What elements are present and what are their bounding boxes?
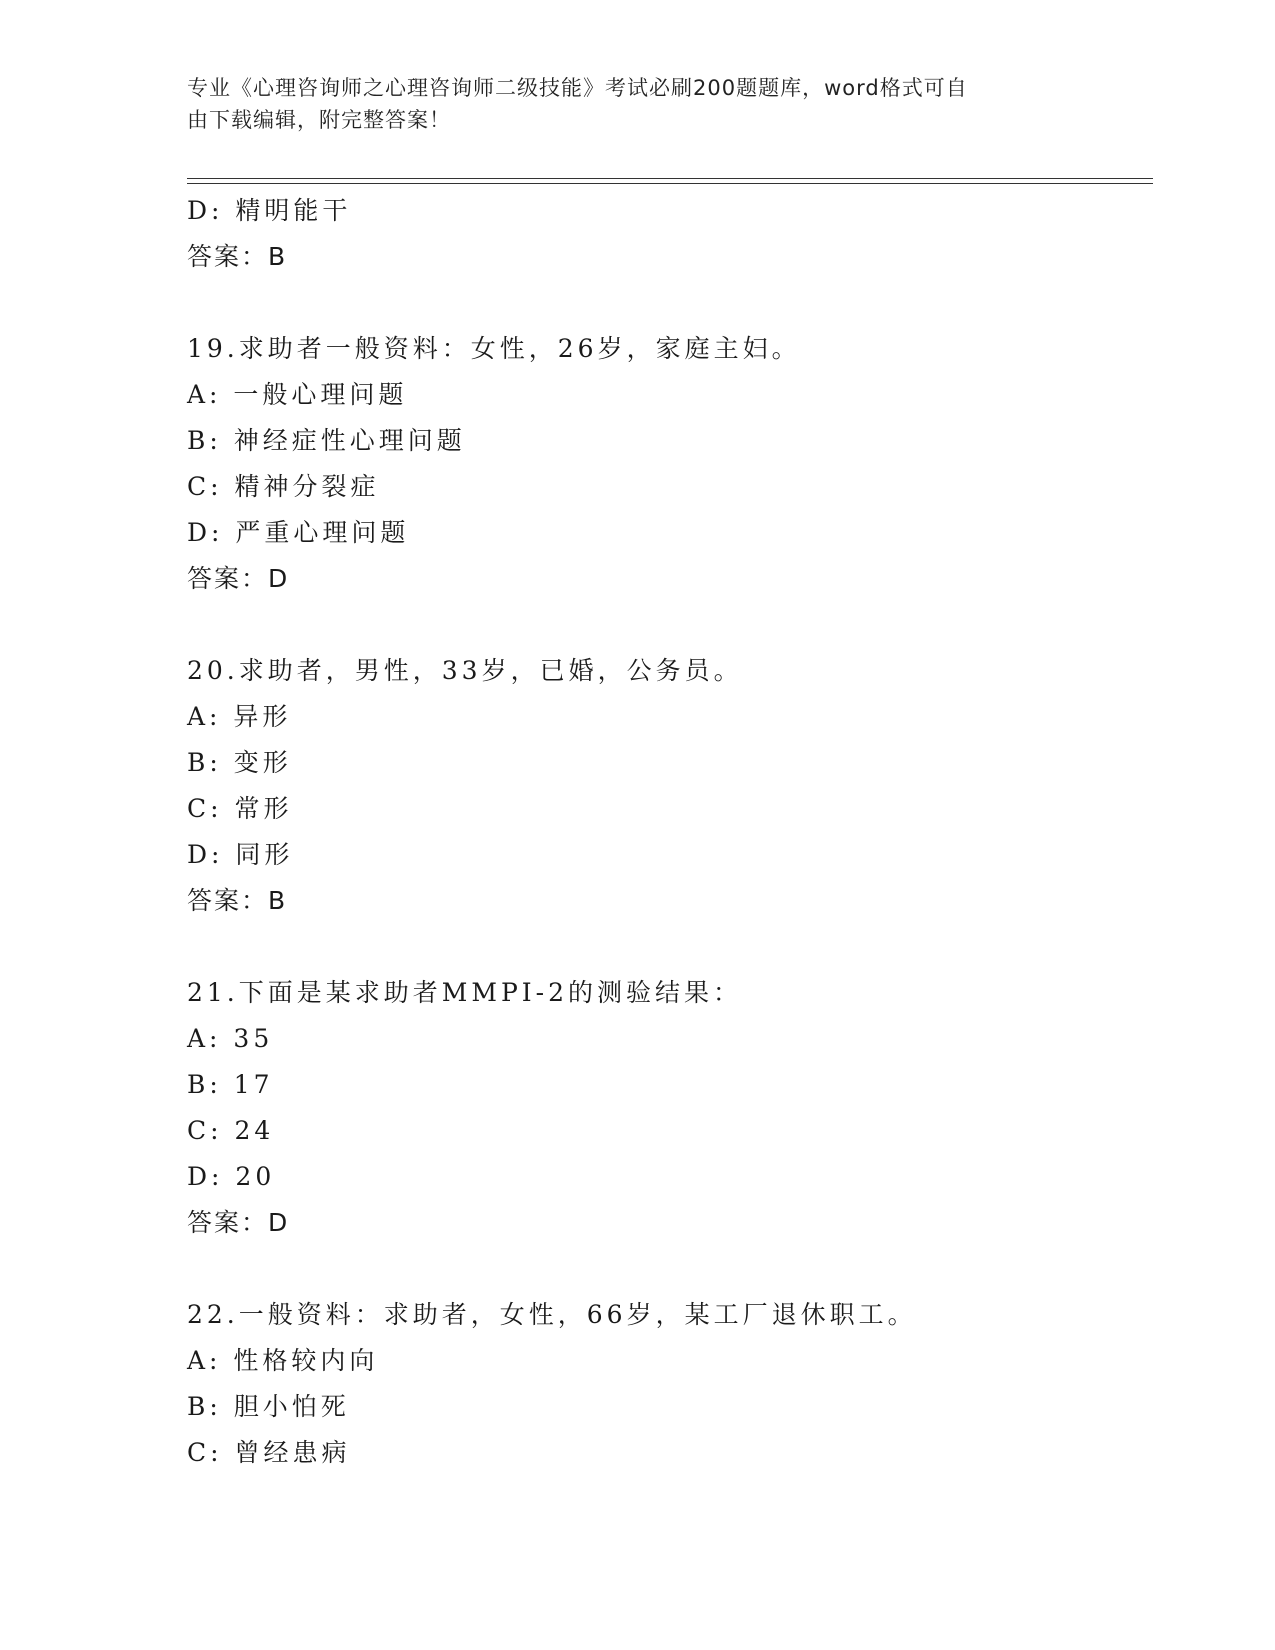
spacer	[187, 1246, 1153, 1292]
question-list	[187, 188, 1153, 1476]
option-a: A: 35	[187, 1024, 274, 1053]
option-b: B: 神经症性心理问题	[187, 426, 466, 455]
question-stem: 20.求助者，男性，33岁，已婚，公务员。	[187, 656, 743, 685]
spacer	[187, 280, 1153, 326]
option-a: A: 性格较内向	[187, 1346, 379, 1375]
option-c: C: 24	[187, 1116, 275, 1145]
question-20	[187, 648, 1153, 924]
header-rule-bottom	[187, 183, 1153, 184]
answer-line: 答案：D	[187, 564, 290, 593]
document-header	[187, 72, 1067, 136]
question-stem: 22.一般资料：求助者，女性，66岁，某工厂退休职工。	[187, 1300, 917, 1329]
option-c: C: 曾经患病	[187, 1438, 351, 1467]
option-b: B: 胆小怕死	[187, 1392, 350, 1421]
option-c: C: 常形	[187, 794, 293, 823]
header-line-1: 专业《心理咨询师之心理咨询师二级技能》考试必刷200题题库，word格式可自	[187, 76, 968, 100]
header-rule-top	[187, 178, 1153, 179]
option-d: D: 严重心理问题	[187, 518, 410, 547]
question-22	[187, 1292, 1153, 1476]
option-b: B: 17	[187, 1070, 274, 1099]
spacer	[187, 602, 1153, 648]
answer-line: 答案：B	[187, 886, 288, 915]
option-a: A: 一般心理问题	[187, 380, 408, 409]
option-a: A: 异形	[187, 702, 292, 731]
question-stem: 19.求助者一般资料：女性，26岁，家庭主妇。	[187, 334, 801, 363]
spacer	[187, 924, 1153, 970]
option-b: B: 变形	[187, 748, 292, 777]
option-d: D: 同形	[187, 840, 294, 869]
option-d: D: 20	[187, 1162, 276, 1191]
header-line-2: 由下载编辑，附完整答案！	[187, 108, 451, 132]
option-d: D: 精明能干	[187, 196, 352, 225]
answer-line: 答案：D	[187, 1208, 290, 1237]
question-stem: 21.下面是某求助者MMPI-2的测验结果：	[187, 978, 743, 1007]
option-c: C: 精神分裂症	[187, 472, 380, 501]
answer-line: 答案：B	[187, 242, 288, 271]
question-19	[187, 326, 1153, 602]
question-21	[187, 970, 1153, 1246]
